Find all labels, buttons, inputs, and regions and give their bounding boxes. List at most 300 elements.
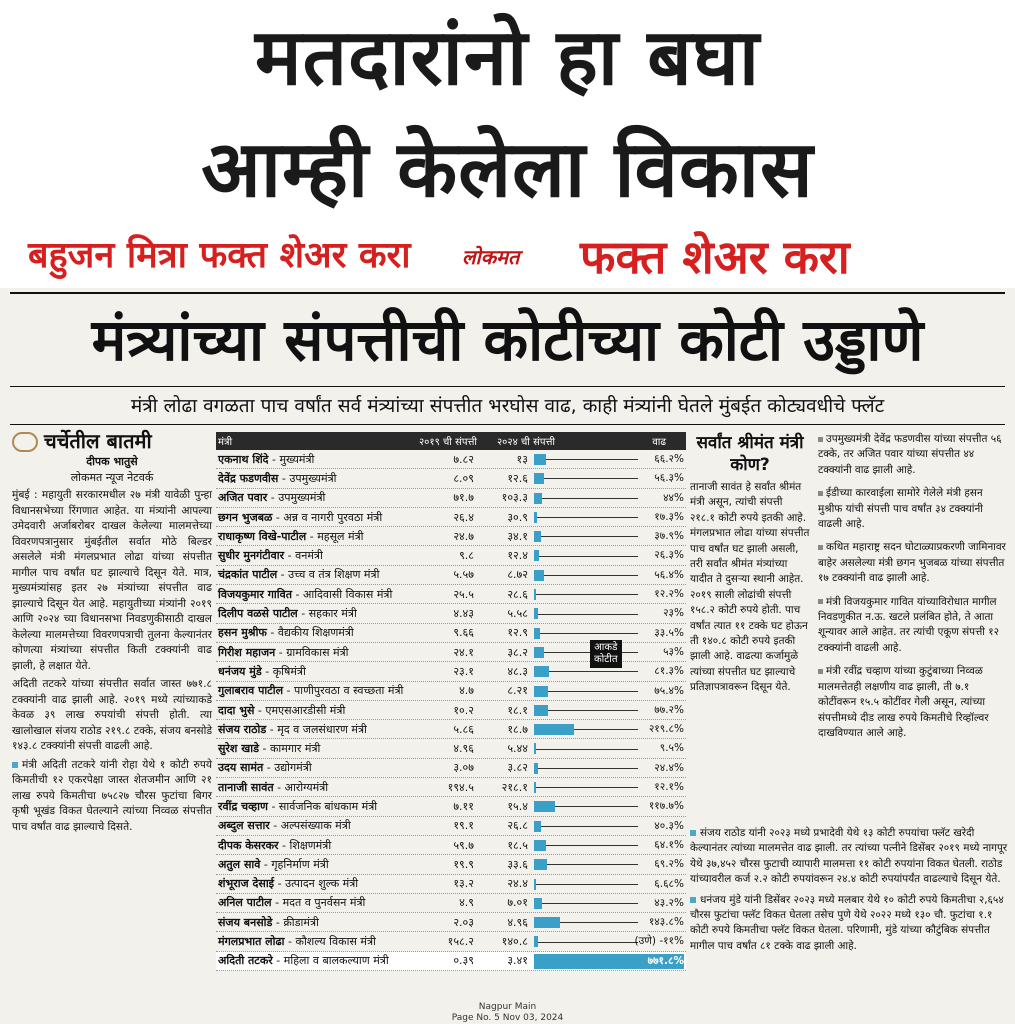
assets-2019: १०.२ — [453, 703, 474, 717]
growth-bar — [534, 589, 536, 600]
table-row — [216, 894, 686, 913]
growth-cell — [532, 817, 686, 835]
minister-cell — [216, 876, 416, 891]
growth-percent: ६४.१% — [654, 838, 684, 851]
headline-line-1: मतदारांनो हा बघा — [254, 13, 761, 103]
header-growth: वाढ — [652, 437, 666, 448]
growth-bar — [534, 821, 541, 832]
assets-2024: ३४.१ — [507, 529, 528, 543]
assets-2024: ३३.६ — [507, 857, 528, 871]
assets-2024: १५.४ — [507, 799, 528, 813]
table-row — [216, 836, 686, 855]
assets-2024: ५.५८ — [507, 607, 528, 621]
separator: - — [268, 452, 280, 466]
assets-2019: ९.८ — [459, 549, 474, 563]
bottom-note — [690, 826, 1008, 888]
assets-2024: ७.०१ — [507, 896, 528, 910]
minister-role: महसूल मंत्री — [317, 529, 364, 543]
table-body — [216, 450, 686, 971]
bottom-notes — [690, 826, 1008, 959]
separator: - — [260, 857, 272, 871]
assets-2024: ८.७२ — [507, 568, 528, 582]
minister-role: अन्न व नागरी पुरवठा मंत्री — [283, 510, 383, 524]
growth-bar — [534, 493, 542, 504]
leader-line — [534, 864, 638, 865]
assets-2019: ९.६६ — [453, 626, 474, 640]
growth-bar — [534, 473, 544, 484]
growth-cell — [532, 469, 686, 487]
separator: - — [266, 626, 278, 640]
separator: - — [283, 684, 294, 698]
assets-2019: ७.८२ — [453, 452, 474, 466]
growth-bar — [534, 512, 537, 523]
assets-2019: ७१.७ — [453, 491, 474, 505]
growth-cell — [532, 855, 686, 873]
growth-percent: ४३.२% — [654, 896, 684, 909]
growth-percent: १४३.८% — [648, 916, 684, 929]
page-footer — [0, 1002, 1015, 1024]
table-row — [216, 913, 686, 932]
leader-line — [534, 517, 638, 518]
minister-cell — [216, 548, 416, 563]
minister-cell — [216, 818, 416, 833]
assets-2024: ५.४४ — [507, 742, 528, 756]
separator: - — [272, 915, 284, 929]
growth-bar — [534, 801, 555, 812]
bullet-icon — [690, 897, 696, 903]
assets-2024: ४.९६ — [507, 915, 528, 929]
growth-percent: ९.५% — [659, 742, 684, 755]
growth-bar — [534, 570, 544, 581]
column-paragraph-text: मंत्री अदिती तटकरे यांनी रोहा येथे १ कोटी रुपये किमतीची १२ एकरपेक्षा जास्त शेतजमीन आणि २१ लाख रुपये किमतीचा ७५८२७ चौरस फुटांचा बिगर कृषी भूखंड विकत घेतल्याने त्यांच्या निव्वळ संपत्तीत पाच वर्षांत वाढ झाल्याचे दिसते. — [12, 758, 212, 833]
leader-line — [534, 633, 638, 634]
bottom-note-text: संजय राठोड यांनी २०२३ मध्ये प्रभादेवी येथे १३ कोटी रुपयांचा फ्लॅट खरेदी केल्यानंतर त्यांच्या मालमत्तेत वाढ झाली. तर त्यांच्या पत्नीने डिसेंबर २०१९ मध्ये नागपूर येथे ३७,४५२ चौरस फुटाची व्यापारी मालमत्ता ११ कोटी रुपयांना विकत घेतली. राठोड यांच्यावरील कर्ज २.२ कोटी रुपयांवरून २४.४ कोटी रुपयांपर्यंत वाढल्याचे दिसून येते. — [690, 827, 1008, 886]
leader-line — [534, 614, 638, 615]
separator: - — [271, 896, 283, 910]
column-paragraph — [12, 758, 212, 836]
growth-bar — [534, 628, 540, 639]
bullet-icon — [818, 599, 823, 604]
growth-cell — [532, 778, 686, 796]
growth-bar — [534, 705, 548, 716]
minister-role: सहकार मंत्री — [308, 607, 357, 621]
minister-name: दादा भुसे — [218, 703, 255, 717]
growth-bar — [534, 782, 536, 793]
minister-cell — [216, 722, 416, 737]
growth-cell — [532, 604, 686, 622]
growth-percent: ११७.७% — [648, 800, 684, 813]
separator: - — [292, 587, 303, 601]
table-row — [216, 585, 686, 604]
bullet-icon — [818, 669, 823, 674]
minister-name: चंद्रकांत पाटील — [218, 568, 278, 582]
minister-cell — [216, 741, 416, 756]
assets-2019: २५.५ — [453, 587, 474, 601]
assets-2024: ३.४१ — [507, 954, 528, 968]
table-row — [216, 527, 686, 546]
growth-bar — [534, 686, 548, 697]
minister-cell — [216, 606, 416, 621]
richest-box — [690, 432, 810, 696]
assets-2024: ३०.९ — [507, 510, 528, 524]
leader-line — [534, 691, 638, 692]
growth-cell — [532, 546, 686, 564]
minister-cell — [216, 510, 416, 525]
growth-cell — [532, 952, 686, 970]
leader-line — [534, 459, 638, 460]
separator: - — [275, 645, 287, 659]
bullet-icon — [818, 437, 823, 442]
assets-2024: ३८.२ — [507, 645, 528, 659]
side-note-text: मंत्री विजयकुमार गावित यांच्याविरोधात मागील निवडणुकीत न.ऊ. खटले प्रलंबित होते, ते आता शून्यावर आले आहेत. तर त्यांची एकूण संपत्ती १२ टक्क्यांनी वाढली आहे. — [818, 595, 1000, 654]
growth-percent: ६.६८% — [654, 877, 684, 890]
assets-table — [216, 432, 686, 992]
minister-name: दिलीप वळसे पाटील — [218, 607, 298, 621]
growth-percent: २३% — [663, 607, 684, 620]
growth-cell — [532, 701, 686, 719]
table-header — [216, 432, 686, 450]
separator: - — [272, 954, 284, 968]
minister-name: गिरीश महाजन — [218, 645, 276, 659]
assets-2019: ४.७ — [459, 684, 474, 698]
minister-cell — [216, 664, 416, 679]
assets-2024: ८.२१ — [507, 684, 528, 698]
growth-percent: ६९.२% — [654, 858, 684, 871]
minister-role: मृद व जलसंधारण मंत्री — [277, 722, 367, 736]
growth-bar — [534, 917, 560, 928]
minister-role: एमएसआरडीसी मंत्री — [265, 703, 346, 717]
minister-name: मंगलप्रभात लोढा — [218, 935, 285, 949]
column-paragraph: मुंबई : महायुती सरकारमधील २७ मंत्री यावेळी पुन्हा विधानसभेच्या रिंगणात आहेत. या मंत्र्यांनी आपल्या उमेदवारी अर्जाबरोबर दाखल केलेल्या मालमत्तेच्या विवरणपत्रानुसार मुंबईतील सर्वात मोठे बिल्डर असलेले मंत्री मंगलप्रभात लोढा यांच्या संपत्तीत मागील पाच वर्षांत घट झाल्याचे दिसून येते. मात्र, मुख्यमंत्र्यांसह इतर २७ मंत्र्यांच्या संपत्तीत वाढ झाल्याचे दिसून येत आहे. महायुतीच्या मंत्र्यांनी २०१९ आणि २०२४ च्या विधानसभा निवडणुकीसाठी दाखल केलेल्या मालमत्तेच्या विवरणपत्राची तुलना केल्यानंतर कोणत्या मंत्र्यांच्या संपत्तीत किती टक्क्यांनी वाढ झाली, हे लक्षात येते. — [12, 489, 212, 672]
growth-bar — [534, 743, 536, 754]
assets-2019: ५९.७ — [453, 838, 474, 852]
growth-cell — [532, 913, 686, 931]
leader-line — [534, 478, 638, 479]
share-text-right: फक्त शेअर करा — [580, 230, 850, 284]
minister-name: सुधीर मुनगंटीवार — [218, 549, 285, 563]
minister-cell — [216, 953, 416, 968]
separator: - — [263, 761, 275, 775]
assets-2024: १३ — [516, 452, 528, 466]
assets-2024: ३.८२ — [507, 761, 528, 775]
growth-cell — [532, 720, 686, 738]
growth-percent: २६.३% — [654, 549, 684, 562]
table-row — [216, 932, 686, 951]
leader-line — [534, 768, 638, 769]
side-note-text: मंत्री रवींद्र चव्हाण यांच्या कुटुंबाच्या निव्वळ मालमत्तेतही लक्षणीय वाढ झाली, ती ७.१ कोटींवरून १५.५ कोटींवर गेली असून, त्यांच्या संपत्तीमध्ये दीड लाख रुपये किमतीचे रिव्हॉल्वर दाखविण्यात आले आहे. — [818, 665, 989, 739]
growth-cell — [532, 508, 686, 526]
assets-2019: ८.०९ — [453, 471, 474, 485]
minister-cell — [216, 567, 416, 582]
minister-cell — [216, 857, 416, 872]
growth-bar — [534, 859, 547, 870]
minister-name: शंभूराज देसाई — [218, 877, 275, 891]
minister-cell — [216, 838, 416, 853]
minister-cell — [216, 587, 416, 602]
assets-2019: ३.०७ — [453, 761, 474, 775]
assets-2024: १४०.८ — [501, 935, 528, 949]
side-note — [818, 486, 1008, 532]
minister-cell — [216, 934, 416, 949]
separator: - — [306, 529, 318, 543]
table-row — [216, 566, 686, 585]
minister-role: पाणीपुरवठा व स्वच्छता मंत्री — [294, 684, 404, 698]
assets-2019: १९.१ — [453, 819, 474, 833]
side-note-text: उपमुख्यमंत्री देवेंद्र फडणवीस यांच्या संपत्तीत ५६ टक्के, तर अजित पवार यांच्या संपत्तीत ४४ टक्क्यांनी वाढ झाली आहे. — [818, 433, 1002, 476]
separator: - — [297, 607, 309, 621]
leader-line — [534, 575, 638, 576]
assets-2024: २८.६ — [507, 587, 528, 601]
bullet-icon — [12, 762, 18, 768]
minister-name: गुलाबराव पाटील — [218, 684, 284, 698]
minister-role: आदिवासी विकास मंत्री — [302, 587, 393, 601]
growth-percent: ४०.३% — [654, 819, 684, 832]
growth-percent: ६६.२% — [654, 453, 684, 465]
header-2019: २०१९ ची संपत्ती — [418, 437, 478, 448]
side-note-text: कथित महाराष्ट्र सदन घोटाळ्याप्रकरणी जामिनावर बाहेर असलेल्या मंत्री छगन भुजबळ यांच्या संपत्तीत १७ टक्क्यांनी वाढ झाली आहे. — [818, 541, 1006, 585]
column-heading — [12, 429, 212, 454]
growth-percent: २१९.८% — [648, 723, 684, 736]
minister-cell — [216, 780, 416, 795]
assets-2024: २६.८ — [507, 819, 528, 833]
growth-cell — [532, 566, 686, 584]
minister-name: अदिती तटकरे — [218, 954, 273, 968]
separator: - — [254, 703, 266, 717]
richest-text: तानाजी सावंत हे सर्वांत श्रीमंत मंत्री असून, त्यांची संपत्ती २१८.१ कोटी रुपये इतकी आहे. मंगलप्रभात लोढा यांच्या संपत्तीत पाच वर्षांत घट झाली असली, तरी सर्वांत श्रीमंत मंत्र्यांच्या यादीत ते दुसऱ्या स्थानी आहेत. २०१९ साली लोढांची संपत्ती १५८.२ कोटी रुपये होती. पाच वर्षांत त्यात ११ टक्के घट होऊन ती १४०.८ कोटी रुपये इतकी झाली आहे. वाढत्या कर्जामुळे त्यांच्या संपत्तीत घट झाल्याचे प्रतिज्ञापत्रावरून दिसून येते. — [690, 481, 810, 694]
growth-bar — [534, 898, 542, 909]
minister-cell — [216, 529, 416, 544]
growth-bar — [534, 550, 539, 561]
growth-cell — [532, 682, 686, 700]
growth-percent: १७.३% — [654, 510, 684, 523]
table-row — [216, 720, 686, 739]
assets-2024: १०३.३ — [501, 491, 528, 505]
growth-percent: १२.२% — [654, 588, 684, 601]
author-name: दीपक भातुसे — [86, 455, 138, 468]
growth-percent: ७५.४% — [654, 684, 684, 697]
growth-bar — [534, 936, 538, 947]
table-row — [216, 759, 686, 778]
minister-name: संजय राठोड — [218, 722, 267, 736]
leader-line — [534, 498, 638, 499]
separator: - — [284, 549, 296, 563]
minister-cell — [216, 760, 416, 775]
assets-2019: ५.८६ — [453, 722, 474, 736]
minister-role: आरोग्यमंत्री — [284, 780, 329, 794]
assets-2019: ५.५७ — [453, 568, 474, 582]
units-note-line: आकडे — [594, 642, 618, 653]
minister-role: उद्योगमंत्री — [274, 761, 312, 775]
assets-2024: २४.४ — [507, 877, 528, 891]
assets-2019: ०.३९ — [453, 954, 474, 968]
growth-percent: ७७.२% — [654, 703, 684, 716]
growth-bar — [534, 608, 538, 619]
growth-cell — [532, 450, 686, 468]
minister-name: दीपक केसरकर — [218, 838, 279, 852]
table-row — [216, 604, 686, 623]
minister-cell — [216, 915, 416, 930]
growth-percent: ८१.३% — [654, 665, 684, 678]
header-minister: मंत्री — [218, 437, 233, 448]
footer-edition: Nagpur Main — [478, 1002, 537, 1012]
assets-2019: १९४.५ — [447, 780, 474, 794]
minister-name: देवेंद्र फडणवीस — [218, 471, 279, 485]
assets-2024: १८.७ — [507, 722, 528, 736]
growth-bar — [534, 879, 536, 890]
leader-line — [534, 749, 638, 750]
growth-percent: ३७.९% — [654, 530, 684, 543]
leader-line — [534, 594, 638, 595]
column-paragraph: अदिती तटकरे यांच्या संपत्तीत सर्वात जास्त ७७१.८ टक्क्यांनी वाढ झाली आहे. २०१९ मध्ये त्यांच्याकडे केवळ ३९ लाख रुपयांची संपत्ती होती. त्या खालोखाल संजय राठोड २१९.८ टक्के, संजय बनसोडे १४३.८ टक्क्यांनी संपत्ती वाढली आहे. — [12, 678, 212, 752]
leader-line — [534, 652, 638, 653]
table-row — [216, 469, 686, 488]
growth-bar — [534, 724, 574, 735]
growth-percent: (उणे) -११% — [634, 935, 684, 948]
table-row — [216, 739, 686, 758]
minister-cell — [216, 895, 416, 910]
table-row — [216, 508, 686, 527]
minister-role: अल्पसंख्याक मंत्री — [280, 819, 351, 833]
separator: - — [261, 664, 273, 678]
bullet-icon — [690, 830, 696, 836]
units-note-line: कोटीत — [594, 654, 618, 665]
separator: - — [278, 471, 290, 485]
separator: - — [284, 935, 296, 949]
minister-name: रवींद्र चव्हाण — [218, 799, 268, 813]
leader-line — [534, 556, 638, 557]
article-title: मंत्र्यांच्या संपत्तीची कोटीच्या कोटी उड्डाणे — [91, 306, 924, 374]
minister-name: राधाकृष्ण विखे-पाटील — [218, 529, 307, 543]
leader-line — [534, 536, 638, 537]
minister-name: हसन मुश्रीफ — [218, 626, 267, 640]
growth-bar — [534, 531, 541, 542]
minister-cell — [216, 799, 416, 814]
growth-bar — [534, 647, 544, 658]
assets-2024: ४८.३ — [507, 664, 528, 678]
separator: - — [277, 568, 289, 582]
minister-name: अब्दुल सत्तार — [218, 819, 270, 833]
assets-2019: १९.९ — [453, 857, 474, 871]
minister-role: क्रीडामंत्री — [283, 915, 319, 929]
assets-2024: २१८.१ — [501, 780, 528, 794]
column-heading-text: चर्चेतील बातमी — [44, 429, 152, 454]
minister-role: गृहनिर्माण मंत्री — [271, 857, 329, 871]
minister-name: संजय बनसोडे — [218, 915, 273, 929]
bottom-note — [690, 893, 1008, 955]
growth-cell — [532, 585, 686, 603]
top-rule — [10, 292, 1005, 294]
growth-bar — [534, 454, 546, 465]
header-2024: २०२४ ची संपत्ती — [496, 437, 556, 448]
growth-cell — [532, 527, 686, 545]
minister-cell — [216, 490, 416, 505]
separator: - — [258, 742, 270, 756]
separator: - — [278, 838, 290, 852]
assets-2019: २४.७ — [453, 529, 474, 543]
minister-name: उदय सामंत — [218, 761, 264, 775]
growth-bar — [534, 840, 546, 851]
separator: - — [269, 819, 281, 833]
minister-role: ग्रामविकास मंत्री — [286, 645, 349, 659]
growth-cell — [532, 932, 686, 950]
assets-2019: २४.१ — [453, 645, 474, 659]
table-row — [216, 817, 686, 836]
share-banner — [0, 225, 1015, 283]
side-notes — [818, 432, 1008, 749]
growth-bar — [534, 666, 549, 677]
minister-cell — [216, 471, 416, 486]
table-row — [216, 701, 686, 720]
side-note — [818, 432, 1008, 478]
side-note — [818, 540, 1008, 586]
separator: - — [267, 491, 279, 505]
minister-role: उपमुख्यमंत्री — [289, 471, 337, 485]
leader-line — [534, 903, 638, 904]
growth-percent: २४.४% — [654, 761, 684, 774]
newspaper-logo: लोकमत — [462, 245, 520, 269]
minister-cell — [216, 645, 416, 660]
footer-page-date: Page No. 5 Nov 03, 2024 — [451, 1013, 564, 1023]
growth-cell — [532, 875, 686, 893]
minister-name: एकनाथ शिंदे — [218, 452, 269, 466]
growth-percent: ७७१.८% — [647, 954, 684, 967]
assets-2019: ४.४३ — [453, 607, 474, 621]
assets-2019: ४.९६ — [453, 742, 474, 756]
title-rule — [10, 386, 1005, 387]
minister-role: उच्च व तंत्र शिक्षण मंत्री — [288, 568, 380, 582]
assets-2019: २६.४ — [453, 510, 474, 524]
assets-2019: १३.२ — [453, 877, 474, 891]
minister-cell — [216, 703, 416, 718]
assets-2024: १२.६ — [507, 471, 528, 485]
separator: - — [266, 722, 278, 736]
news-column — [12, 429, 212, 992]
table-row — [216, 682, 686, 701]
bullet-icon — [818, 545, 823, 550]
growth-cell — [532, 836, 686, 854]
growth-cell — [532, 739, 686, 757]
assets-2024: १८.१ — [507, 703, 528, 717]
minister-name: सुरेश खाडे — [218, 742, 259, 756]
minister-cell — [216, 625, 416, 640]
side-note — [818, 664, 1008, 741]
minister-name: छगन भुजबळ — [218, 510, 273, 524]
bullet-icon — [818, 491, 823, 496]
minister-cell — [216, 683, 416, 698]
speech-bubble-icon — [12, 432, 38, 452]
minister-name: अनिल पाटील — [218, 896, 272, 910]
minister-role: मदत व पुनर्वसन मंत्री — [282, 896, 366, 910]
minister-role: सार्वजनिक बांधकाम मंत्री — [278, 799, 378, 813]
leader-line — [534, 826, 638, 827]
side-note-text: ईडीच्या कारवाईला सामोरे गेलेले मंत्री हसन मुश्रीफ यांची संपत्ती पाच वर्षांत ३४ टक्क्यांनी वाढली आहे. — [818, 487, 983, 531]
growth-percent: ५३% — [663, 645, 684, 658]
leader-line — [534, 884, 638, 885]
minister-role: मुख्यमंत्री — [279, 452, 315, 466]
minister-role: कामगार मंत्री — [269, 742, 321, 756]
assets-2019: ७.११ — [453, 799, 474, 813]
bottom-note-text: धनंजय मुंडे यांनी डिसेंबर २०२३ मध्ये मलबार येथे १० कोटी रुपये किमतीचा २,६५४ चौरस फुटांचा फ्लॅट विकत घेतला तसेच पुणे येथे २०२२ मध्ये १३० चौ. फुटांचा १.१ कोटी रुपये किमतीचा फ्लॅट विकत घेतला. परिणामी, मुंडे यांच्या कौटुंबिक संपत्तीत मागील पाच वर्षांत ८१ टक्के वाढ झाली आहे. — [690, 893, 1004, 952]
minister-role: वैद्यकीय शिक्षणमंत्री — [277, 626, 354, 640]
leader-line — [534, 671, 638, 672]
growth-percent: ५६.३% — [654, 472, 684, 485]
growth-cell — [532, 797, 686, 815]
growth-cell — [532, 489, 686, 507]
table-row — [216, 952, 686, 971]
growth-percent: १२.१% — [654, 781, 684, 794]
growth-percent: ४४% — [663, 491, 684, 504]
table-row — [216, 855, 686, 874]
